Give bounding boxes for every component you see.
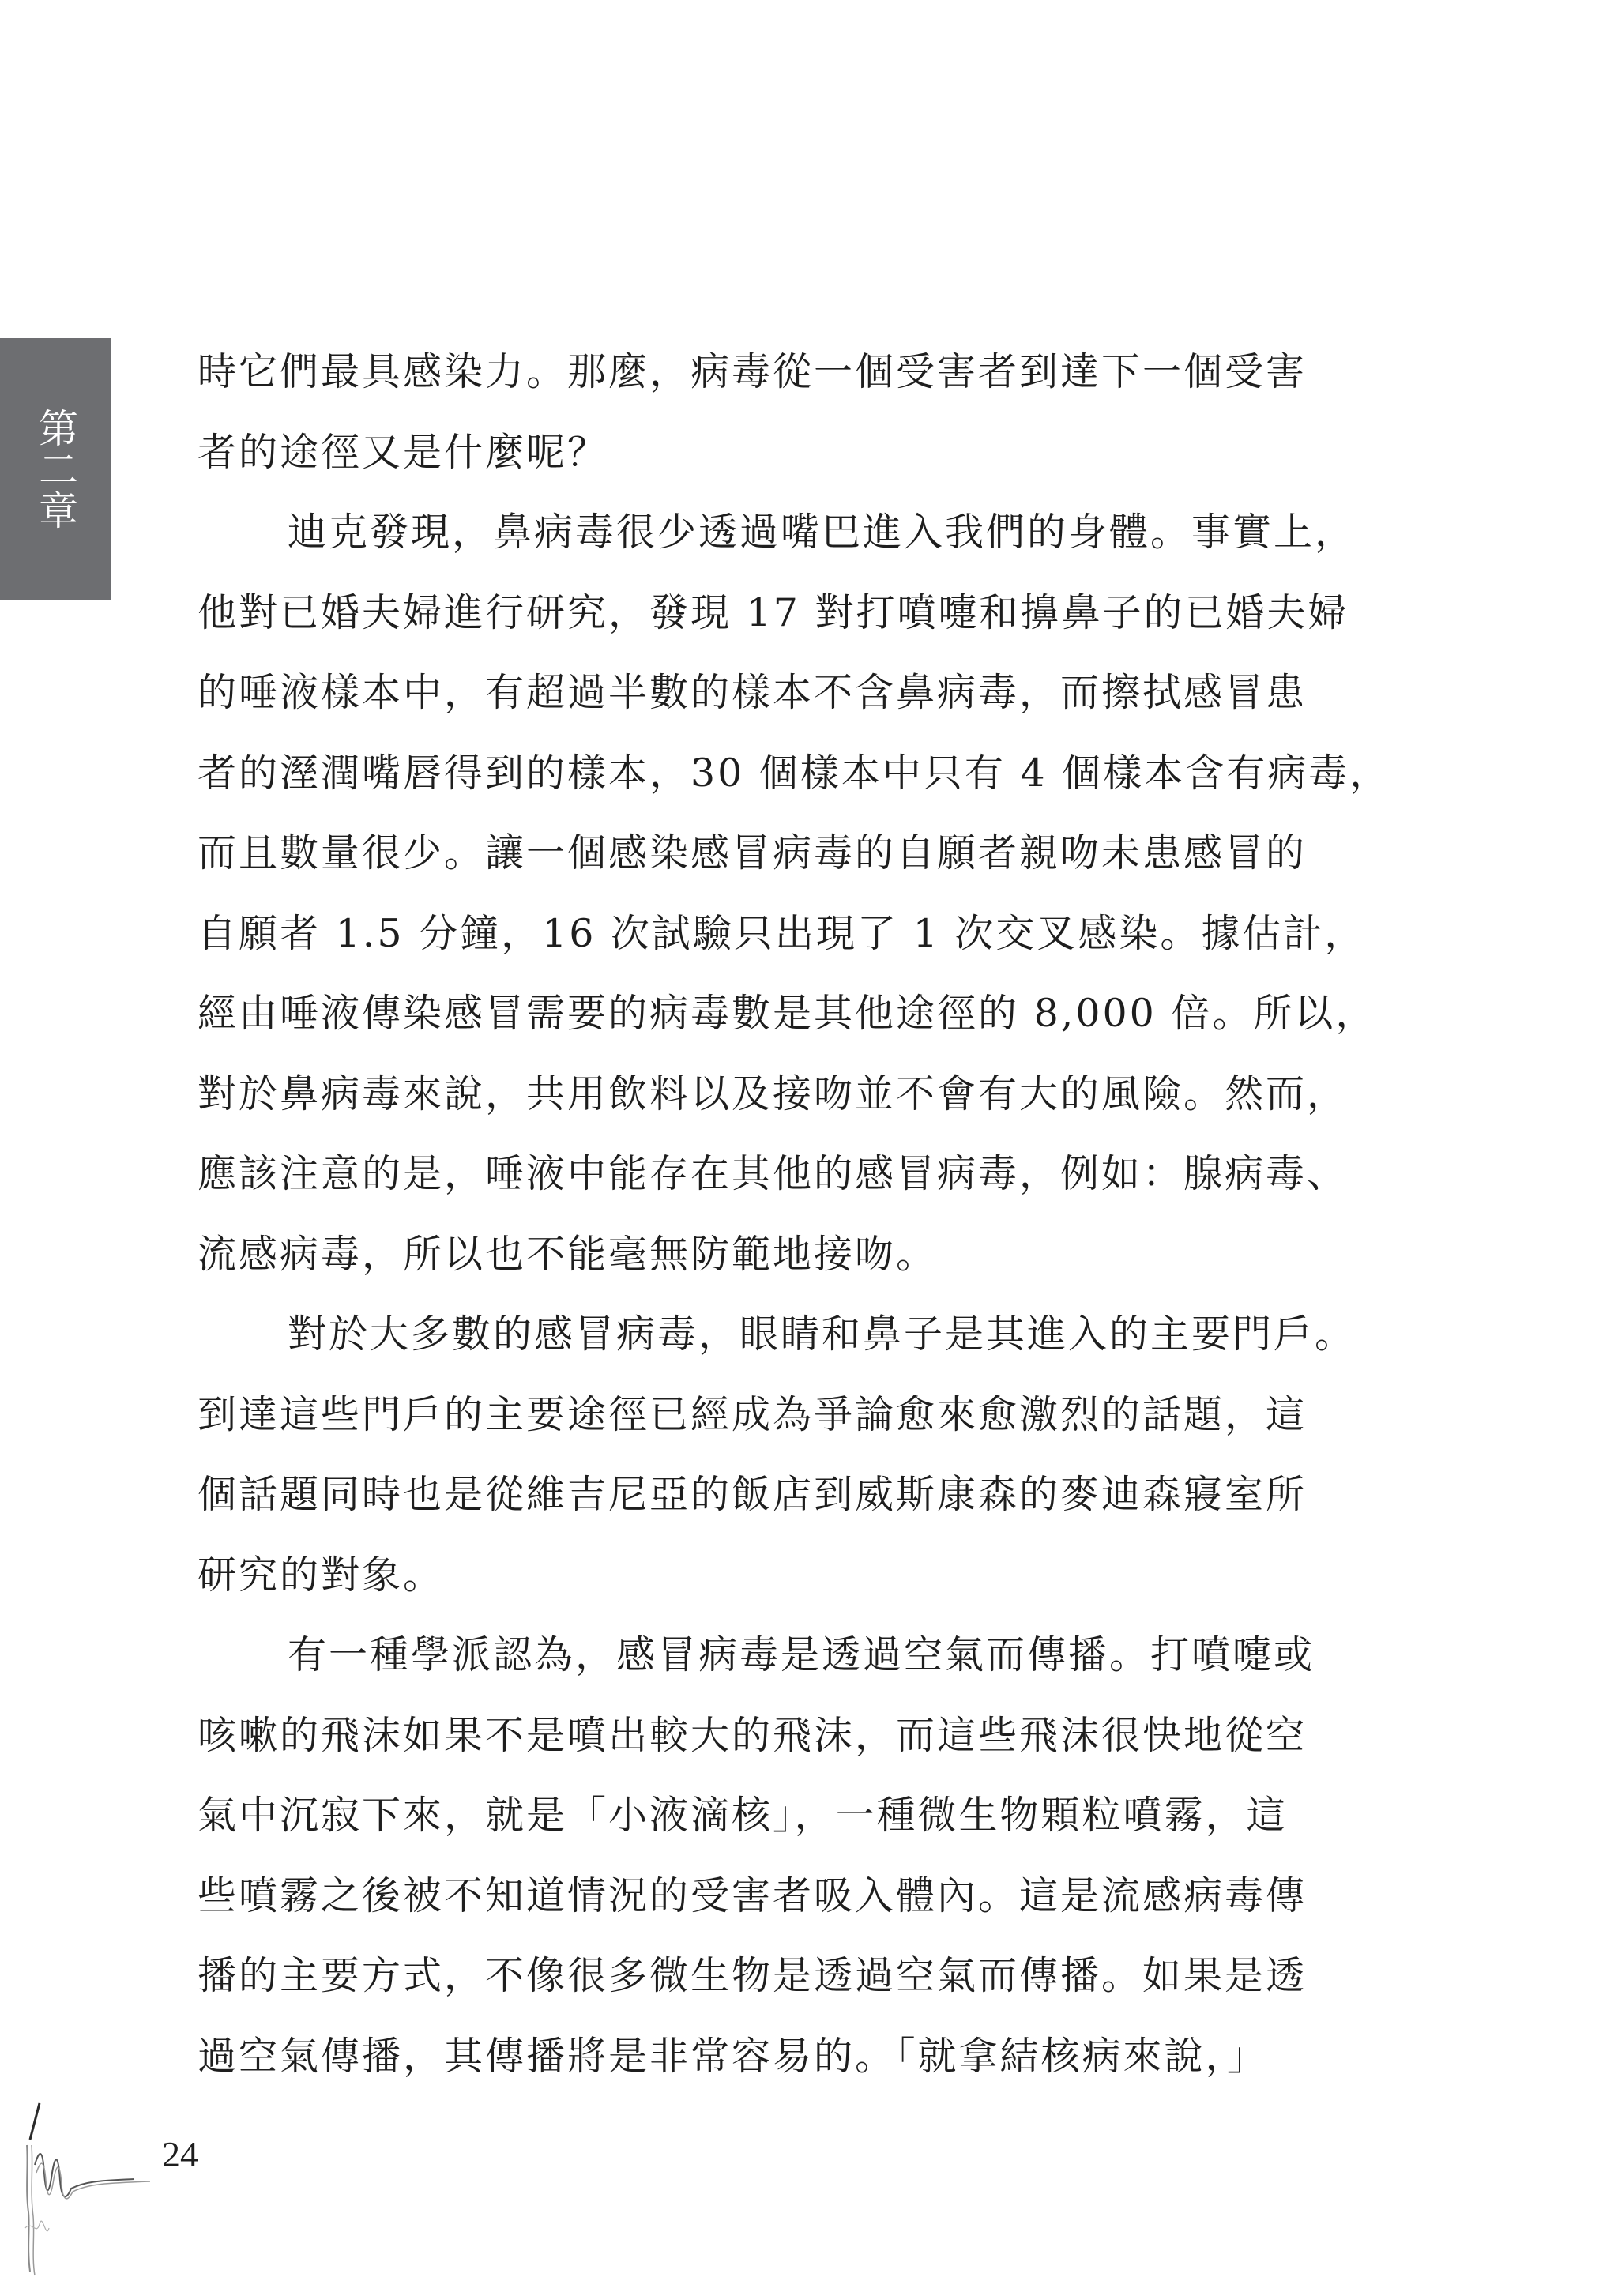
text-line: 自願者 1.5 分鐘，16 次試驗只出現了 1 次交叉感染。據估計，: [198, 910, 1366, 956]
text-line: 他對已婚夫婦進行研究，發現 17 對打噴嚏和擤鼻子的已婚夫婦: [198, 589, 1349, 635]
chapter-tab: [0, 338, 111, 600]
text-line: 過空氣傳播，其傳播將是非常容易的。「就拿結核病來說，」: [198, 2033, 1269, 2079]
body-text: [198, 332, 1430, 2096]
scribble-ornament-icon: [16, 2102, 158, 2283]
text-line: 氣中沉寂下來，就是「小液滴核」，一種微生物顆粒噴霧，這: [198, 1793, 1288, 1838]
text-line: 對於大多數的感冒病毒，眼睛和鼻子是其進入的主要門戶。: [288, 1312, 1356, 1357]
text-line: 迪克發現，鼻病毒很少透過嘴巴進入我們的身體。事實上，: [288, 510, 1356, 555]
text-line: 咳嗽的飛沫如果不是噴出較大的飛沫，而這些飛沫很快地從空: [198, 1712, 1308, 1758]
text-line: 有一種學派認為，感冒病毒是透過空氣而傳播。打噴嚏或: [288, 1632, 1315, 1677]
text-line: 對於鼻病毒來說，共用飲料以及接吻並不會有大的風險。然而，: [198, 1071, 1349, 1116]
text-line: 的唾液樣本中，有超過半數的樣本不含鼻病毒，而擦拭感冒患: [198, 670, 1308, 715]
text-line: 應該注意的是，唾液中能存在其他的感冒病毒，例如：腺病毒、: [198, 1151, 1349, 1196]
text-line: 時它們最具感染力。那麼，病毒從一個受害者到達下一個受害: [198, 349, 1308, 394]
text-line: 播的主要方式，不像很多微生物是透過空氣而傳播。如果是透: [198, 1953, 1308, 1998]
text-line: 者的途徑又是什麼呢？: [198, 429, 609, 475]
chapter-tab-label: 第二章: [32, 408, 78, 531]
text-line: 些噴霧之後被不知道情況的受害者吸入體內。這是流感病毒傳: [198, 1873, 1308, 1918]
text-line: 流感病毒，所以也不能毫無防範地接吻。: [198, 1231, 938, 1277]
text-line: 者的溼潤嘴唇得到的樣本，30 個樣本中只有 4 個樣本含有病毒，: [198, 750, 1391, 796]
text-line: 個話題同時也是從維吉尼亞的飯店到威斯康森的麥迪森寢室所: [198, 1472, 1308, 1517]
text-line: 到達這些門戶的主要途徑已經成為爭論愈來愈激烈的話題，這: [198, 1391, 1308, 1437]
text-line: 研究的對象。: [198, 1552, 445, 1598]
text-line: 而且數量很少。讓一個感染感冒病毒的自願者親吻未患感冒的: [198, 830, 1308, 875]
text-line: 經由唾液傳染感冒需要的病毒數是其他途徑的 8,000 倍。所以，: [198, 991, 1377, 1036]
page-number: 24: [162, 2134, 198, 2174]
